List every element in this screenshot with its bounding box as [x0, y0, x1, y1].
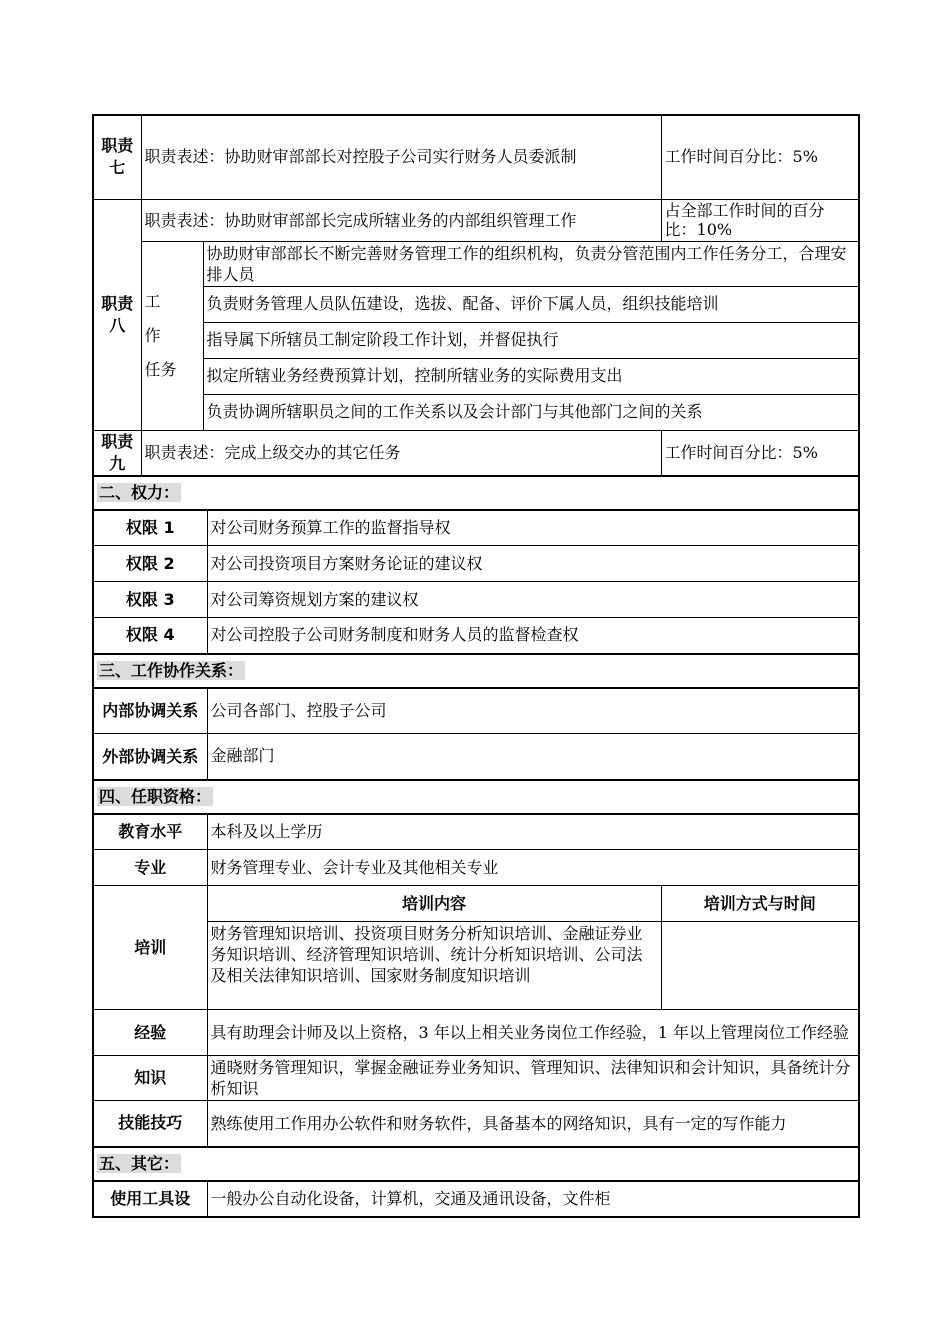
- task-label-line2: 任务: [144, 359, 177, 379]
- internal-relations-text: 公司各部门、控股子公司: [207, 688, 859, 734]
- power-label: 权限 2: [93, 546, 207, 582]
- skills-row: [93, 1101, 859, 1147]
- external-relations-text: 金融部门: [207, 734, 859, 780]
- power-text: 对公司控股子公司财务制度和财务人员的监督检查权: [207, 618, 859, 654]
- task-label-cell: [141, 241, 203, 430]
- training-label: 培训: [93, 886, 207, 1010]
- section-relations-header: [93, 654, 859, 688]
- job-description-page: [92, 114, 858, 1218]
- power-row: [93, 618, 859, 654]
- power-row: [93, 546, 859, 582]
- duty-seven-desc: 职责表述：协助财审部部长对控股子公司实行财务人员委派制: [141, 115, 661, 199]
- knowledge-row: [93, 1056, 859, 1101]
- power-label: 权限 1: [93, 510, 207, 546]
- experience-text: 具有助理会计师及以上资格，3 年以上相关业务岗位工作经验，1 年以上管理岗位工作经验: [207, 1010, 859, 1056]
- section-qualifications-title: 四、任职资格：: [99, 786, 212, 806]
- duty-eight-task-row: [93, 358, 859, 394]
- skills-label: 技能技巧: [93, 1101, 207, 1147]
- duty-nine-row: [93, 430, 859, 476]
- duty-eight-row: [93, 199, 859, 241]
- internal-relations-row: [93, 688, 859, 734]
- duty-eight-task-row: [93, 241, 859, 286]
- skills-text: 熟练使用工作用办公软件和财务软件，具备基本的网络知识，具有一定的写作能力: [207, 1101, 859, 1147]
- major-label: 专业: [93, 850, 207, 886]
- training-content-header: 培训内容: [207, 886, 661, 922]
- duty-eight-task-row: [93, 286, 859, 322]
- duty-seven-time: 工作时间百分比：5%: [661, 115, 859, 199]
- major-text: 财务管理专业、会计专业及其他相关专业: [207, 850, 859, 886]
- experience-row: [93, 1010, 859, 1056]
- experience-label: 经验: [93, 1010, 207, 1056]
- task-item: 负责财务管理人员队伍建设，选拔、配备、评价下属人员，组织技能培训: [203, 286, 859, 322]
- duty-eight-task-row: [93, 394, 859, 430]
- knowledge-text: 通晓财务管理知识，掌握金融证券业务知识、管理知识、法律知识和会计知识，具备统计分析知识: [207, 1056, 859, 1101]
- section-other-title: 五、其它：: [99, 1153, 180, 1173]
- power-text: 对公司财务预算工作的监督指导权: [207, 510, 859, 546]
- section-power-header: [93, 476, 859, 510]
- knowledge-label: 知识: [93, 1056, 207, 1101]
- training-method-header: 培训方式与时间: [661, 886, 859, 922]
- power-row: [93, 582, 859, 618]
- duty-seven-label: 职责七: [93, 115, 141, 199]
- major-row: [93, 850, 859, 886]
- power-row: [93, 510, 859, 546]
- task-item: 拟定所辖业务经费预算计划，控制所辖业务的实际费用支出: [203, 358, 859, 394]
- task-label-line1: 工 作: [144, 291, 193, 345]
- external-relations-row: [93, 734, 859, 780]
- section-power-title: 二、权力：: [99, 482, 180, 502]
- duty-nine-time: 工作时间百分比：5%: [661, 430, 859, 476]
- training-content-row: [93, 922, 859, 1010]
- education-text: 本科及以上学历: [207, 814, 859, 850]
- power-text: 对公司投资项目方案财务论证的建议权: [207, 546, 859, 582]
- duty-nine-label: 职责九: [93, 430, 141, 476]
- job-description-table: [92, 114, 860, 1218]
- power-label: 权限 4: [93, 618, 207, 654]
- duty-seven-row: [93, 115, 859, 199]
- section-relations-title: 三、工作协作关系：: [99, 660, 244, 680]
- duty-eight-desc: 职责表述：协助财审部部长完成所辖业务的内部组织管理工作: [141, 199, 661, 241]
- duty-eight-label: 职责八: [93, 199, 141, 430]
- tools-row: [93, 1181, 859, 1217]
- duty-eight-time: 占全部工作时间的百分比：10%: [661, 199, 859, 241]
- task-item: 指导属下所辖员工制定阶段工作计划，并督促执行: [203, 322, 859, 358]
- training-method: [661, 922, 859, 1010]
- training-content: 财务管理知识培训、投资项目财务分析知识培训、金融证券业务知识培训、经济管理知识培训、统计分析知识培训、公司法及相关法律知识培训、国家财务制度知识培训: [207, 922, 661, 1010]
- training-header-row: [93, 886, 859, 922]
- internal-relations-label: 内部协调关系: [93, 688, 207, 734]
- duty-nine-desc: 职责表述：完成上级交办的其它任务: [141, 430, 661, 476]
- tools-label: 使用工具设: [93, 1181, 207, 1217]
- power-label: 权限 3: [93, 582, 207, 618]
- education-label: 教育水平: [93, 814, 207, 850]
- section-other-header: [93, 1147, 859, 1181]
- power-text: 对公司筹资规划方案的建议权: [207, 582, 859, 618]
- duty-eight-task-row: [93, 322, 859, 358]
- task-item: 协助财审部部长不断完善财务管理工作的组织机构，负责分管范围内工作任务分工，合理安排人员: [203, 241, 859, 286]
- external-relations-label: 外部协调关系: [93, 734, 207, 780]
- tools-text: 一般办公自动化设备，计算机，交通及通讯设备，文件柜: [207, 1181, 859, 1217]
- education-row: [93, 814, 859, 850]
- task-item: 负责协调所辖职员之间的工作关系以及会计部门与其他部门之间的关系: [203, 394, 859, 430]
- section-qualifications-header: [93, 780, 859, 814]
